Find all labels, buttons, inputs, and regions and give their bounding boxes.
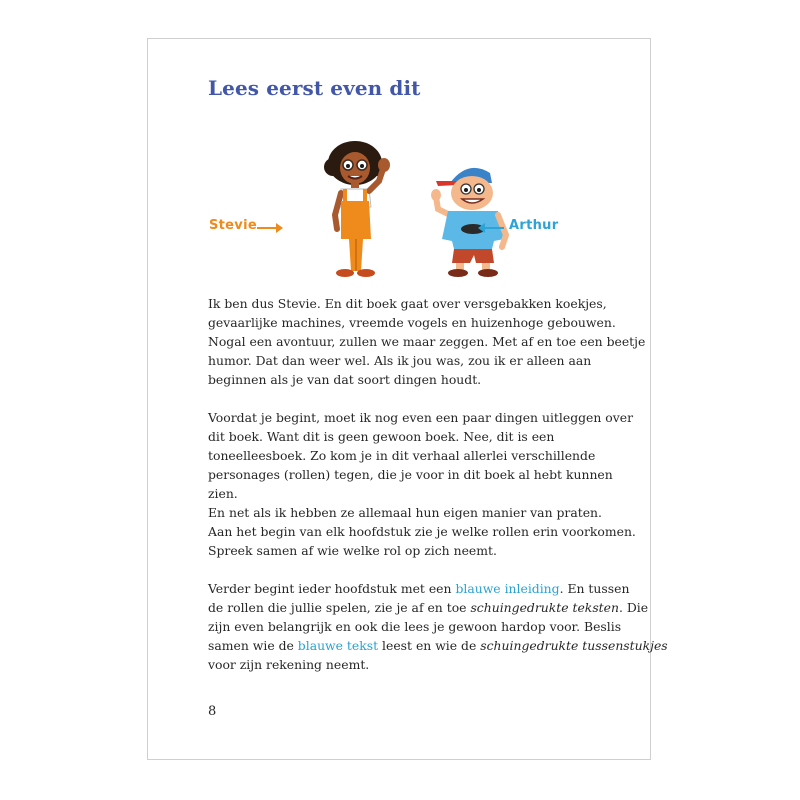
paragraph-instructions — [208, 579, 668, 674]
text-line — [208, 579, 630, 598]
text-line: Nogal een avontuur, zullen we maar zeggen. Met af en toe een beetje — [208, 334, 646, 349]
stevie-figure — [321, 141, 399, 279]
text-run: de rollen die jullie spelen, zie je af en toe — [208, 600, 471, 615]
text-run: Verder begint ieder hoofdstuk met een — [208, 581, 456, 596]
text-line: Spreek samen af wie welke rol op zich neemt. — [208, 543, 497, 558]
text-line: dit boek. Want dit is geen gewoon boek. Nee, dit is een — [208, 429, 555, 444]
text-line: toneelleesboek. Zo kom je in dit verhaal allerlei verschillende — [208, 448, 596, 463]
blue-inleiding-text: blauwe inleiding — [455, 581, 560, 596]
arthur-label: Arthur — [509, 218, 559, 233]
text-line: zijn even belangrijk en ook die lees je gewoon hardop voor. Beslis — [208, 619, 622, 634]
text-run: . Die — [618, 600, 649, 615]
text-run: leest en wie de — [378, 638, 481, 653]
text-run: . En tussen — [559, 581, 630, 596]
text-run: samen wie de — [208, 638, 298, 653]
text-line: voor zijn rekening neemt. — [208, 657, 370, 672]
text-line: beginnen als je van dat soort dingen houdt. — [208, 372, 482, 387]
text-line — [208, 598, 649, 617]
text-line: Voordat je begint, moet ik nog even een paar dingen uitleggen over — [208, 410, 634, 425]
text-line: personages (rollen) tegen, die je voor in dit boek al hebt kunnen — [208, 467, 613, 482]
text-line: humor. Dat dan weer wel. Als ik jou was, zou ik er alleen aan — [208, 353, 592, 368]
paragraph-intro — [208, 294, 646, 389]
body-text — [208, 294, 668, 693]
page-title: Lees eerst even dit — [208, 76, 421, 100]
text-line: gevaarlijke machines, vreemde vogels en huizenhoge gebouwen. — [208, 315, 616, 330]
text-line: En net als ik hebben ze allemaal hun eigen manier van praten. — [208, 505, 602, 520]
page-number: 8 — [208, 704, 217, 719]
book-page — [147, 38, 668, 760]
text-line: Aan het begin van elk hoofdstuk zie je welke rollen erin voorkomen. — [208, 524, 636, 539]
stevie-label: Stevie — [209, 218, 257, 233]
paragraph-explanation — [208, 408, 636, 560]
arthur-figure — [428, 159, 520, 277]
arthur-arrow-icon — [480, 227, 504, 229]
character-illustration — [203, 141, 563, 279]
italic-teksten-text: schuingedrukte teksten — [470, 600, 619, 615]
blue-tekst-text: blauwe tekst — [297, 638, 379, 653]
text-line: zien. — [208, 486, 238, 501]
text-line: Ik ben dus Stevie. En dit boek gaat over versgebakken koekjes, — [208, 296, 607, 311]
stevie-arrow-icon — [257, 227, 281, 229]
text-line — [208, 636, 668, 655]
italic-tussenstukjes-text: schuingedrukte tussenstukjes — [480, 638, 668, 653]
